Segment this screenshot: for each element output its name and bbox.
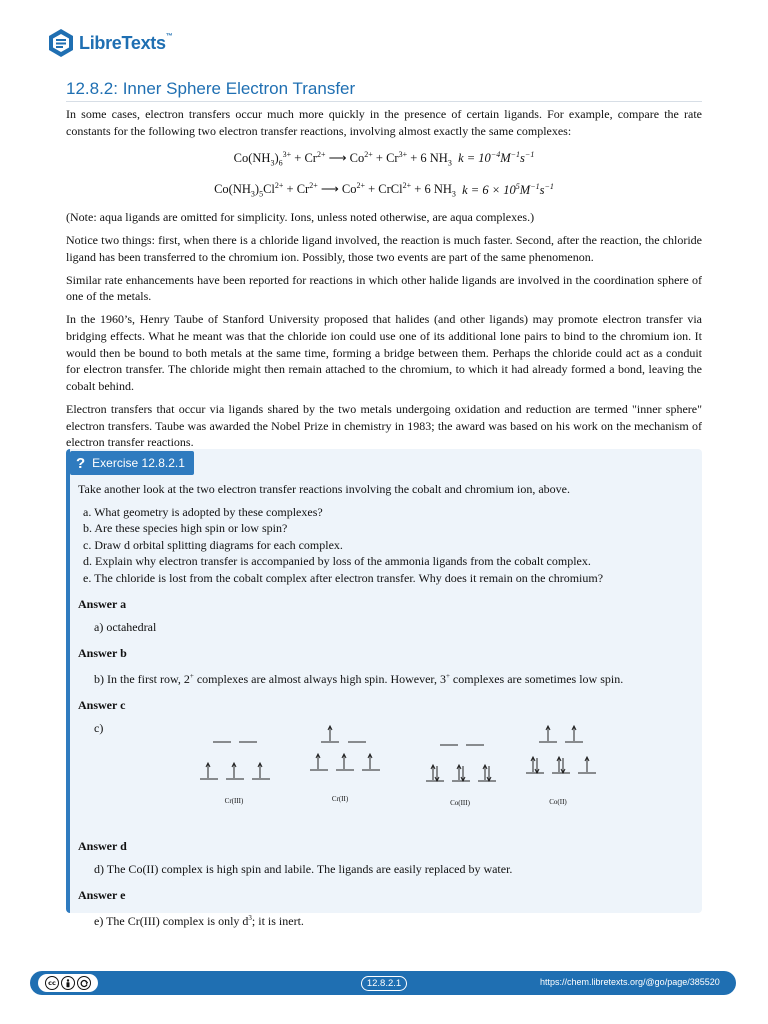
answer-d-text: d) The Co(II) complex is high spin and labile. The ligands are easily replaced by water. [94,861,513,876]
paragraph-two-things: Notice two things: first, when there is a chloride ligand involved, the reaction is much faster. Second, after the reaction, the chloride ligand has been transferred to the chromium ion. Possibly, those two events are part of the same phenomenon. [66,233,702,264]
equation-2: $Co(NH_3)_5Cl^{2+} + Cr^{2+}$ ⟶ $Co^{2+}$ + CrCl$^{2+}$ + 6 $NH_3$ $k = 6 \times 10^5M^{-1}s^{-1}$ [214,181,554,199]
attribution-icon [61,976,75,990]
equation-1-rate: $k = 10^{-4}M^{-1}s^{-1}$ [458,149,535,165]
label-cr-iii: Cr(III) [224,797,244,805]
question-b: b. Are these species high spin or low spin? [83,521,288,535]
cc-icon: cc [45,976,59,990]
equation-2-rate: $k = 6 \times 10^5M^{-1}s^{-1}$ [462,181,554,197]
answer-c-heading[interactable]: Answer c [78,698,126,712]
libretexts-logo-icon [46,28,76,58]
label-co-ii: Co(II) [549,798,567,806]
logo-text: LibreTexts™ [79,32,173,53]
equation-1: $Co(NH_3)_6^{3+} + Cr^{2+}$ ⟶ $Co^{2+} + Cr^{3+} + 6$ $NH_3$ $k = 10^{-4}M^{-1}s^{-1}$ [233,149,535,168]
label-cr-ii: Cr(II) [331,795,349,803]
main-content [66,106,702,457]
answer-e-heading[interactable]: Answer e [78,888,126,902]
exercise-box [66,449,702,928]
question-mark-icon: ? [76,454,86,472]
d-orbital-splitting-diagram [196,719,596,819]
libretexts-logo[interactable] [46,28,172,58]
paragraph-inner-sphere: Electron transfers that occur via ligands shared by the two metals undergoing oxidation and reduction are termed "inner sphere" electron transfers. Taube was awarded the Nobel Prize in chemistry in 1983; the award was based on his work on the mechanism of electron transfer reactions. [66,401,702,450]
exercise-questions [83,504,698,587]
paragraph-halides: Similar rate enhancements have been reported for reactions in which other halide ligands are involved in the coordination sphere of one of the metals. [66,272,702,304]
question-e: e. The chloride is lost from the cobalt complex after electron transfer. Why does it remain on the chromium? [83,570,604,585]
paragraph-taube: In the 1960’s, Henry Taube of Stanford University proposed that halides (and other ligands) may promote electron transfer via bridging effects. What he meant was that the chloride ion could use one of its additional lone pairs to bind to the chromium ion. It would then be bound to both metals at the same time, forming a bridge between them. Perhaps the chloride could act as a conduit for electron transfer. The chloride might then remain attached to the chromium, to which it had already formed a bond, leaving the cobalt behind. [66,312,702,393]
answer-b-text: b) In the first row, 2+ complexes are almost always high spin. However, 3+ complexes are sometimes low spin. [94,671,624,686]
title-divider [66,101,702,102]
intro-paragraph: In some cases, electron transfers occur much more quickly in the presence of certain ligands. For example, compare the rate constants for the following two electron transfer reactions, involving almost exactly the same complexes: [66,107,702,138]
answer-a-heading[interactable]: Answer a [78,597,127,611]
exercise-body [78,481,698,929]
exercise-header [70,451,194,475]
exercise-intro: Take another look at the two electron transfer reactions involving the cobalt and chromium ion, above. [78,482,570,496]
page-url[interactable]: https://chem.libretexts.org/@go/page/385520 [540,977,720,987]
page-number: 12.8.2.1 [361,976,407,991]
answer-e-text: e) The Cr(III) complex is only $d^3$; it is inert. [94,913,304,928]
cc-license-badge[interactable] [38,974,98,992]
page-title: 12.8.2: Inner Sphere Electron Transfer [66,79,356,98]
question-c: c. Draw d orbital splitting diagrams for each complex. [83,537,343,552]
answer-b-heading[interactable]: Answer b [78,646,127,660]
question-a: a. What geometry is adopted by these complexes? [83,504,323,519]
exercise-label: Exercise 12.8.2.1 [92,456,185,470]
answer-c-text: c) [94,720,104,735]
share-alike-icon [77,976,91,990]
question-d: d. Explain why electron transfer is accompanied by loss of the ammonia ligands from the cobalt complex. [83,554,591,568]
answer-a-text: a) octahedral [94,619,157,634]
answer-d-heading[interactable]: Answer d [78,839,127,853]
label-co-iii: Co(III) [450,799,470,807]
note-paragraph: (Note: aqua ligands are omitted for simplicity. Ions, unless noted otherwise, are aqua complexes.) [66,210,535,224]
